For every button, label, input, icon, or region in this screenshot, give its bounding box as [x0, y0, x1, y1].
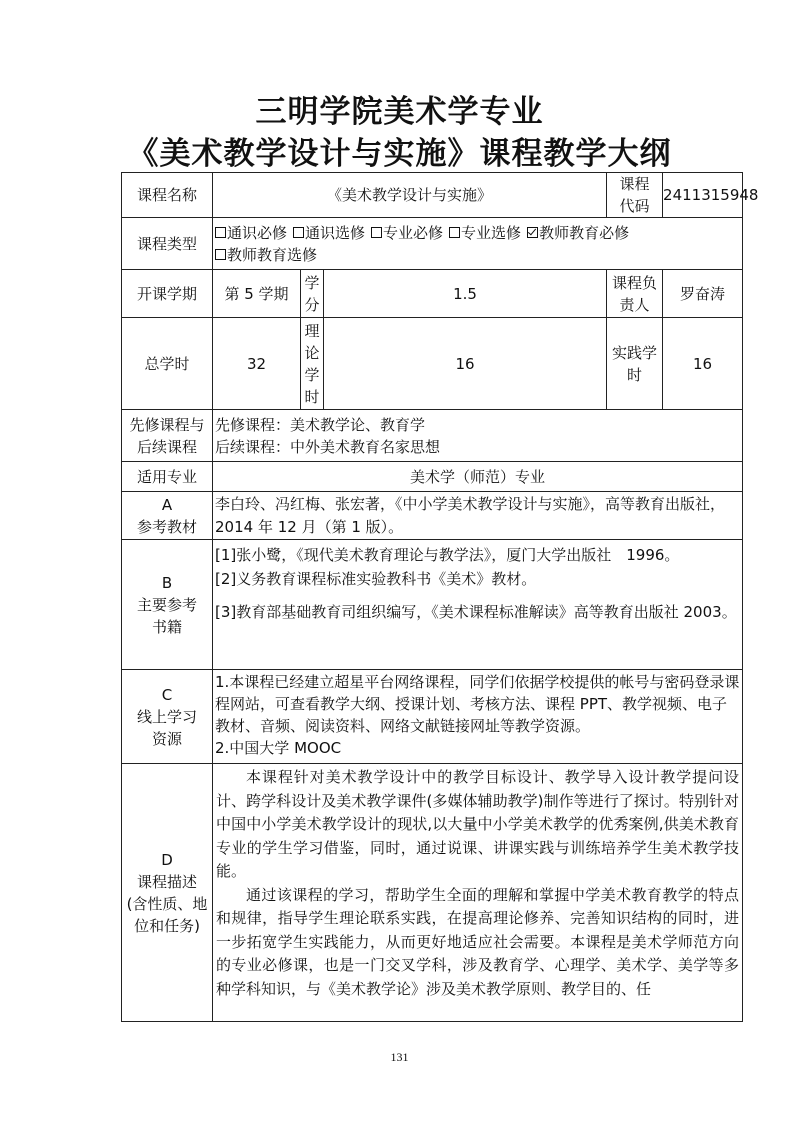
- course-type-option: [527, 224, 629, 242]
- row-prerequisite: [122, 410, 743, 462]
- description-value: [213, 764, 743, 1022]
- major-value: 美术学（师范）专业: [213, 462, 743, 492]
- checked-box-icon: [527, 227, 538, 238]
- checkbox-icon: [293, 227, 304, 238]
- semester-label: 开课学期: [122, 270, 213, 318]
- semester-value: 第 5 学期: [213, 270, 301, 318]
- course-type-options: [213, 218, 743, 270]
- document-title-line1: 三明学院美术学专业: [255, 94, 544, 130]
- description-label-text: 课程描述: [136, 872, 197, 891]
- practice-hours-value: 16: [663, 318, 743, 410]
- major-label: 适用专业: [122, 462, 213, 492]
- references-label-text: 主要参考书籍: [136, 595, 197, 636]
- page-number: 131: [390, 1050, 409, 1064]
- course-type-option: [293, 224, 365, 242]
- course-name-value: 《美术教学设计与实施》: [213, 173, 607, 218]
- course-type-label: 课程类型: [122, 218, 213, 270]
- textbook-letter: A: [161, 495, 173, 514]
- followup-line: 后续课程：中外美术教育名家思想: [215, 437, 441, 456]
- online-label-text: 线上学习资源: [136, 707, 197, 748]
- prerequisite-line: 先修课程：美术教学论、教育学: [215, 415, 426, 434]
- credit-value: 1.5: [324, 270, 607, 318]
- syllabus-table: [121, 172, 759, 1022]
- description-letter: D: [161, 850, 173, 869]
- description-label: [122, 764, 213, 1022]
- row-description: [122, 764, 743, 1022]
- practice-hours-label: 实践学时: [607, 318, 663, 410]
- checkbox-icon: [371, 227, 382, 238]
- course-type-option: [215, 224, 287, 242]
- course-type-option: [449, 224, 521, 242]
- course-code-label: 课程代码: [607, 173, 663, 218]
- online-item: 2.中国大学 MOOC: [215, 739, 342, 757]
- references-letter: B: [161, 573, 173, 592]
- checkbox-icon: [215, 227, 226, 238]
- textbook-label-text: 参考教材: [136, 517, 197, 536]
- row-course-type: [122, 218, 743, 270]
- course-type-option-label: 教师教育必修: [539, 223, 630, 242]
- row-semester: [122, 270, 743, 318]
- prerequisite-value: [213, 410, 743, 462]
- course-type-option-label: 教师教育选修: [227, 245, 318, 264]
- references-label: [122, 540, 213, 670]
- course-type-option-label: 专业必修: [383, 223, 444, 242]
- total-hours-label: 总学时: [122, 318, 213, 410]
- row-hours: [122, 318, 743, 410]
- course-type-option-label: 通识选修: [305, 223, 366, 242]
- course-leader-value: 罗奋涛: [663, 270, 743, 318]
- course-type-option: [371, 224, 443, 242]
- row-major: [122, 462, 743, 492]
- course-type-option-label: 通识必修: [227, 223, 288, 242]
- online-value: [213, 670, 743, 764]
- theory-hours-value: 16: [324, 318, 607, 410]
- course-type-option-label: 专业选修: [461, 223, 522, 242]
- row-course-name: [122, 173, 743, 218]
- checkbox-icon: [449, 227, 460, 238]
- online-letter: C: [161, 685, 173, 704]
- course-leader-label: 课程负责人: [607, 270, 663, 318]
- row-textbook: [122, 492, 743, 540]
- online-label: [122, 670, 213, 764]
- row-online-resources: [122, 670, 743, 764]
- course-name-label: 课程名称: [122, 173, 213, 218]
- online-item: 1.本课程已经建立超星平台网络课程，同学们依据学校提供的帐号与密码登录课程网站，可查看教学大纲、授课计划、考核方法、课程 PPT、教学视频、电子教材、音频、阅读资料、网络文献链接网址等教学资源。: [215, 673, 740, 735]
- checkbox-icon: [215, 249, 226, 260]
- course-code-value: 2411315948: [663, 173, 743, 218]
- row-references: [122, 540, 743, 670]
- description-label-sub: (含性质、地位和任务): [126, 894, 208, 935]
- references-list: [213, 540, 743, 670]
- theory-hours-label: 理论学时: [301, 318, 324, 410]
- description-paragraph: 本课程针对美术教学设计中的教学目标设计、教学导入设计教学提问设计、跨学科设计及美术教学课件(多媒体辅助教学)制作等进行了探讨。特别针对中国中小学美术教学设计的现状,以大量中小学美术教学的优秀案例,供美术教育专业的学生学习借鉴，同时，通过说课、讲课实践与训练培养学生美术教学技能。: [216, 768, 740, 880]
- total-hours-value: 32: [213, 318, 301, 410]
- reference-item: [1]张小鹭，《现代美术教育理论与教学法》，厦门大学出版社 1996。: [215, 546, 680, 564]
- textbook-label: [122, 492, 213, 540]
- reference-item: [3]教育部基础教育司组织编写，《美术课程标准解读》高等教育出版社 2003。: [215, 603, 737, 621]
- textbook-value: 李白玲、冯红梅、张宏著，《中小学美术教学设计与实施》，高等教育出版社，2014 年 12 月（第 1 版）。: [213, 492, 743, 540]
- credit-label: 学分: [301, 270, 324, 318]
- course-type-option: [215, 246, 317, 264]
- reference-item: [2]义务教育课程标准实验教科书《美术》教材。: [215, 570, 537, 588]
- document-title-line2: 《美术教学设计与实施》课程教学大纲: [127, 136, 672, 172]
- description-paragraph: 通过该课程的学习，帮助学生全面的理解和掌握中学美术教育教学的特点和规律，指导学生理论联系实践，在提高理论修养、完善知识结构的同时，进一步拓宽学生实践能力，从而更好地适应社会需要。本课程是美术学师范方向的专业必修课，也是一门交叉学科，涉及教育学、心理学、美术学、美学等多种学科知识，与《美术教学论》涉及美术教学原则、教学目的、任: [216, 885, 740, 998]
- prerequisite-label: 先修课程与后续课程: [122, 410, 213, 462]
